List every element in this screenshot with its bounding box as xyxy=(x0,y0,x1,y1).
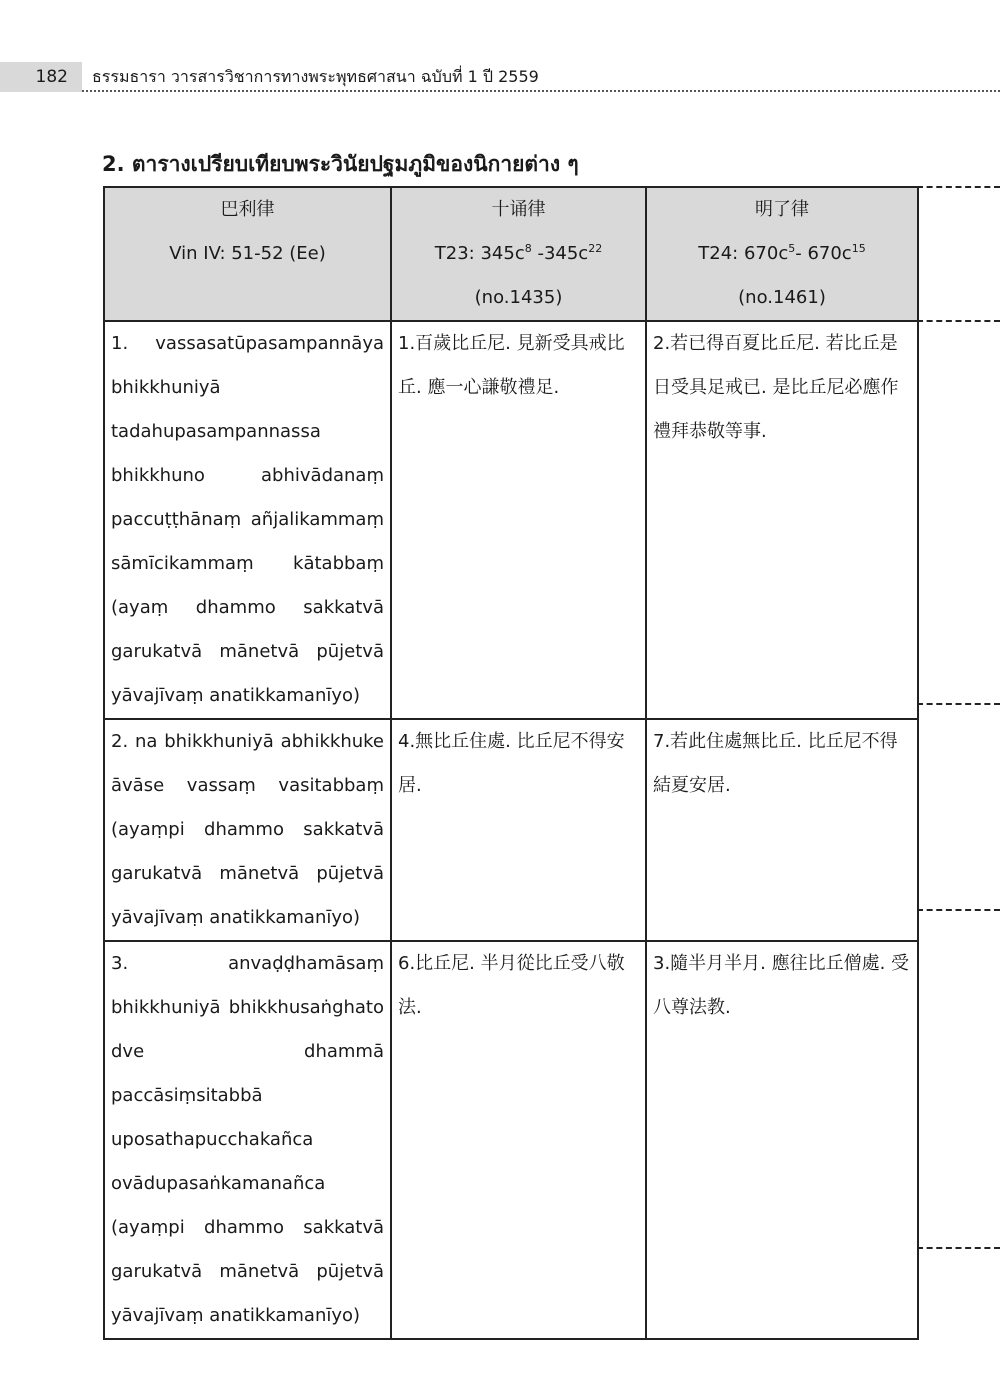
column-name: 明了律 xyxy=(755,199,809,220)
pali-cell: 1. vassasatūpasampannāya bhikkhuniyā tadahupasampannassa bhikkhuno abhivādanaṃ paccuṭṭhānaṃ añjalikammaṃ sāmīcikammaṃ kātabbaṃ (ayaṃ dhammo sakkatvā garukatvā mānetvā pūjetvā yāvajīvaṃ anatikkamanīyo) xyxy=(104,321,391,719)
comparison-table xyxy=(103,186,919,1340)
column-taisho-no: (no.1435) xyxy=(474,287,563,308)
column-taisho-no: (no.1461) xyxy=(738,287,826,308)
pali-cell: 3. anvaḍḍhamāsaṃ bhikkhuniyā bhikkhusaṅghato dve dhammā paccāsiṃsitabbā uposathapucchakañca ovādupasaṅkamanañca (ayaṃpi dhammo sakkatvā garukatvā mānetvā pūjetvā yāvajīvaṃ anatikkamanīyo) xyxy=(104,941,391,1339)
column-header-sarvastivada xyxy=(391,187,646,321)
continuation-dashed-line xyxy=(917,320,1000,322)
table-row xyxy=(104,719,918,941)
continuation-dashed-line xyxy=(917,186,1000,188)
column-header-pali xyxy=(104,187,391,321)
column-name: 巴利律 xyxy=(220,199,275,220)
column-header-mingliao xyxy=(646,187,918,321)
continuation-dashed-border xyxy=(917,186,919,1248)
column-ref: T23: $345c^8$ $-345c^{22}$ xyxy=(434,242,603,264)
table-row xyxy=(104,941,918,1339)
section-title: 2. ตารางเปรียบเทียบพระวินัยปฐมภูมิของนิกายต่าง ๆ xyxy=(102,152,579,176)
sarvastivada-cell: 1.百歲比丘尼. 見新受具戒比丘. 應一心謙敬禮足. xyxy=(391,321,646,719)
pali-cell: 2. na bhikkhuniyā abhikkhuke āvāse vassaṃ vasitabbaṃ (ayaṃpi dhammo sakkatvā garukatvā mānetvā pūjetvā yāvajīvaṃ anatikkamanīyo) xyxy=(104,719,391,941)
column-name: 十诵律 xyxy=(491,199,546,220)
column-ref: Vin IV: 51-52 (Ee) xyxy=(169,243,326,264)
running-header xyxy=(0,62,1000,92)
sarvastivada-cell: 6.比丘尼. 半月從比丘受八敬法. xyxy=(391,941,646,1339)
header-dotted-rule xyxy=(82,90,1000,92)
continuation-dashed-line xyxy=(917,909,1000,911)
mingliao-cell: 7.若此住處無比丘. 比丘尼不得結夏安居. xyxy=(646,719,918,941)
table-row xyxy=(104,321,918,719)
continuation-dashed-line xyxy=(917,1247,1000,1249)
continuation-dashed-line xyxy=(917,703,1000,705)
page-number: 182 xyxy=(0,62,82,92)
sarvastivada-cell: 4.無比丘住處. 比丘尼不得安居. xyxy=(391,719,646,941)
column-ref: T24: $670c^5-$ $670c^{15}$ xyxy=(698,242,866,264)
table-header-row xyxy=(104,187,918,321)
mingliao-cell: 3.隨半月半月. 應往比丘僧處. 受八尊法教. xyxy=(646,941,918,1339)
mingliao-cell: 2.若已得百夏比丘尼. 若比丘是日受具足戒已. 是比丘尼必應作禮拜恭敬等事. xyxy=(646,321,918,719)
journal-title: ธรรมธารา วารสารวิชาการทางพระพุทธศาสนา ฉบับที่ 1 ปี 2559 xyxy=(92,67,539,86)
